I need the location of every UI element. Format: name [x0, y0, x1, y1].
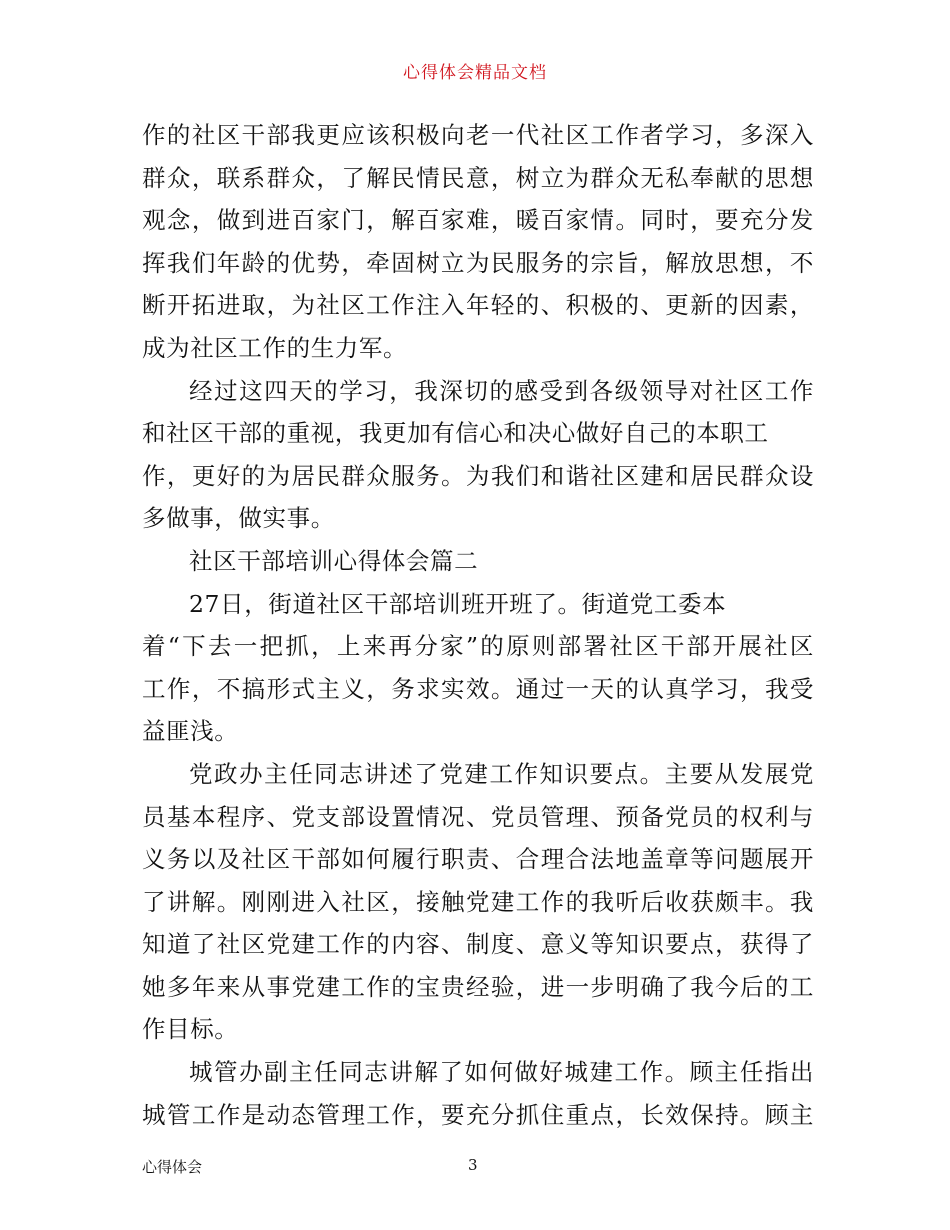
text-line: 工作，不搞形式主义，务求实效。通过一天的认真学习，我受: [142, 674, 814, 703]
text-line: 了讲解。刚刚进入社区，接触党建工作的我听后收获颇丰。我: [142, 887, 814, 916]
text-line: 经过这四天的学习，我深切的感受到各级领导对社区工作: [189, 376, 814, 405]
text-line: 城管办副主任同志讲解了如何做好城建工作。顾主任指出: [189, 1058, 814, 1087]
text-line: 挥我们年龄的优势，牵固树立为民服务的宗旨，解放思想，不: [142, 248, 814, 277]
page-header-title: 心得体会精品文档: [403, 63, 547, 83]
text-line: 着“下去一把抓，上来再分家”的原则部署社区干部开展社区: [142, 632, 814, 661]
text-line: 员基本程序、党支部设置情况、党员管理、预备党员的权利与: [142, 802, 814, 831]
text-line: 作的社区干部我更应该积极向老一代社区工作者学习，多深入: [142, 121, 814, 149]
text-line: 义务以及社区干部如何履行职责、合理合法地盖章等问题展开: [142, 845, 814, 874]
text-line: 和社区干部的重视，我更加有信心和决心做好自己的本职工: [142, 419, 769, 448]
text-line: 断开拓进取，为社区工作注入年轻的、积极的、更新的因素，: [142, 291, 814, 320]
text-line: 群众，联系群众，了解民情民意，树立为群众无私奉献的思想: [142, 163, 814, 192]
text-line: 27日，街道社区干部培训班开班了。街道党工委本: [189, 589, 727, 618]
page-number: 3: [468, 1156, 478, 1174]
text-line: 作，更好的为居民群众服务。为我们和谐社区建和居民群众设: [142, 461, 814, 490]
section-heading: 社区干部培训心得体会篇二: [189, 546, 479, 575]
body-text: [142, 114, 814, 1136]
text-line: 她多年来从事党建工作的宝贵经验，进一步明确了我今后的工: [142, 972, 814, 1001]
page-footer-label: 心得体会: [142, 1158, 203, 1176]
text-line: 成为社区工作的生力军。: [142, 333, 408, 362]
text-line: 作目标。: [142, 1015, 239, 1044]
text-line: 观念，做到进百家门，解百家难，暖百家情。同时，要充分发: [142, 206, 814, 235]
text-line: 党政办主任同志讲述了党建工作知识要点。主要从发展党: [189, 759, 814, 788]
text-line: 益匪浅。: [142, 717, 239, 746]
text-line: 知道了社区党建工作的内容、制度、意义等知识要点，获得了: [142, 930, 814, 959]
text-line: 多做事，做实事。: [142, 504, 335, 533]
text-line: 城管工作是动态管理工作，要充分抓住重点，长效保持。顾主: [142, 1100, 814, 1129]
